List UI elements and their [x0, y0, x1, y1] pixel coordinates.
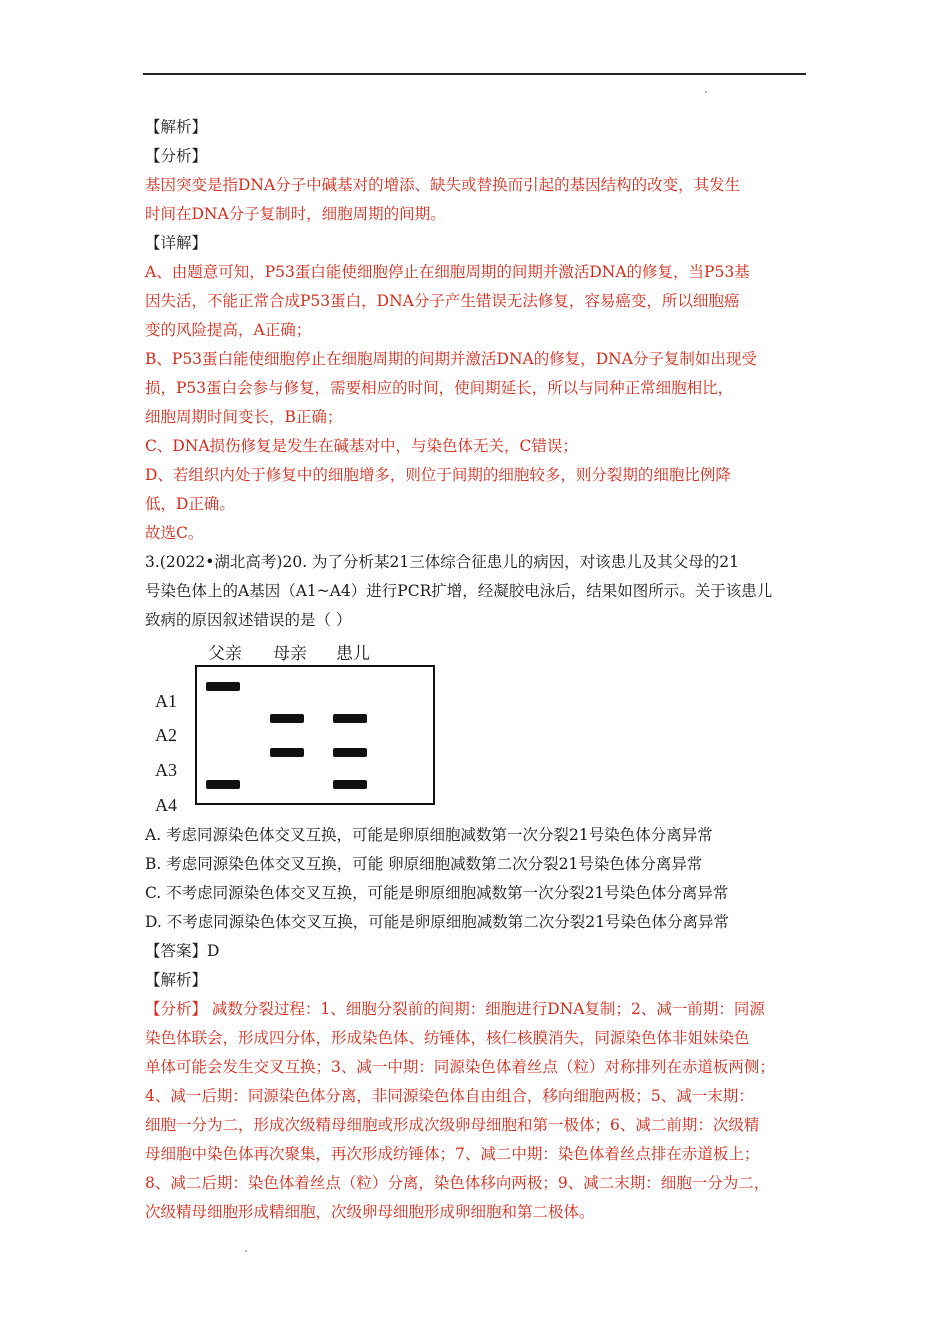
text-line: 3.(2022•湖北高考)20. 为了分析某21三体综合征患儿的病因，对该患儿及其父母的21 [145, 553, 739, 571]
decorative-dot [705, 91, 707, 93]
text-line: B、P53蛋白能使细胞停止在细胞周期的间期并激活DNA的修复，DNA分子复制如出现受 [145, 350, 757, 368]
gel-band [333, 748, 367, 757]
text-line: 【详解】 [145, 234, 208, 252]
gel-row-label: A2 [155, 725, 177, 745]
text-line: 【解析】 [145, 118, 208, 136]
text-line: C、DNA损伤修复是发生在碱基对中，与染色体无关，C错误； [145, 437, 578, 455]
document-body [145, 113, 815, 1227]
text-line: 基因突变是指DNA分子中碱基对的增添、缺失或替换而引起的基因结构的改变，其发生 [145, 176, 741, 194]
text-line: 号染色体上的A基因（A1~A4）进行PCR扩增，经凝胶电泳后，结果如图所示。关于该患儿 [145, 582, 773, 600]
text-line: 【分析】 减数分裂过程：1、细胞分裂前的间期：细胞进行DNA复制；2、减一前期：同源 [145, 1000, 765, 1018]
text-line: B. 考虑同源染色体交叉互换，可能 卵原细胞减数第二次分裂21号染色体分离异常 [145, 855, 703, 873]
gel-column-header: 父亲 [208, 644, 242, 664]
text-line: 致病的原因叙述错误的是（ ） [145, 611, 352, 629]
text-line: 8、减二后期：染色体着丝点（粒）分离，染色体移向两极；9、减二末期：细胞一分为二， [145, 1174, 770, 1192]
decorative-dot [245, 1250, 247, 1252]
text-line: 染色体联会，形成四分体，形成染色体、纺锤体，核仁核膜消失，同源染色体非姐妹染色 [145, 1029, 750, 1047]
gel-row-label: A3 [155, 760, 177, 780]
gel-column-header: 母亲 [273, 644, 307, 664]
text-line: 因失活，不能正常合成P53蛋白，DNA分子产生错误无法修复，容易癌变，所以细胞癌 [145, 292, 740, 310]
text-line: C. 不考虑同源染色体交叉互换，可能是卵原细胞减数第一次分裂21号染色体分离异常 [145, 884, 729, 902]
text-line: 单体可能会发生交叉互换；3、减一中期：同源染色体着丝点（粒）对称排列在赤道板两侧； [145, 1058, 775, 1076]
text-line: D. 不考虑同源染色体交叉互换，可能是卵原细胞减数第二次分裂21号染色体分离异常 [145, 913, 729, 931]
text-line: 变的风险提高，A正确； [145, 321, 312, 339]
analysis-section [145, 113, 815, 635]
text-line: 细胞一分为二，形成次级精母细胞或形成次级卵母细胞和第一极体；6、减二前期：次级精 [145, 1116, 760, 1134]
text-line: 母细胞中染色体再次聚集，再次形成纺锤体；7、减二中期：染色体着丝点排在赤道板上； [145, 1145, 760, 1163]
gel-band [333, 780, 367, 789]
text-line: A、由题意可知，P53蛋白能使细胞停止在细胞周期的间期并激活DNA的修复，当P53基 [145, 263, 750, 281]
text-line: 【分析】 [145, 147, 208, 165]
gel-electrophoresis-figure [145, 635, 815, 821]
text-line: 4、减一后期：同源染色体分离，非同源染色体自由组合，移向细胞两极；5、减一末期： [145, 1087, 754, 1105]
text-line: 低，D正确。 [145, 495, 235, 513]
text-line: 【答案】D [145, 942, 220, 960]
text-line: 损，P53蛋白会参与修复，需要相应的时间，使间期延长，所以与同种正常细胞相比， [145, 379, 734, 397]
gel-band [206, 682, 240, 691]
text-line: 时间在DNA分子复制时，细胞周期的间期。 [145, 205, 446, 223]
gel-band [270, 748, 304, 757]
gel-box [195, 665, 435, 805]
gel-band [333, 714, 367, 723]
gel-column-header: 患儿 [336, 644, 370, 664]
text-line: 【解析】 [145, 971, 208, 989]
text-line: 故选C。 [145, 524, 204, 542]
text-line: A. 考虑同源染色体交叉互换，可能是卵原细胞减数第一次分裂21号染色体分离异常 [145, 826, 713, 844]
header-rule [143, 73, 806, 75]
gel-band [270, 714, 304, 723]
text-line: D、若组织内处于修复中的细胞增多，则位于间期的细胞较多，则分裂期的细胞比例降 [145, 466, 731, 484]
answer-section [145, 821, 815, 1227]
gel-row-label: A4 [155, 795, 177, 815]
gel-row-label: A1 [155, 691, 177, 711]
text-line: 细胞周期时间变长，B正确； [145, 408, 343, 426]
gel-band [206, 780, 240, 789]
text-line: 次级精母细胞形成精细胞，次级卵母细胞形成卵细胞和第二极体。 [145, 1203, 595, 1221]
